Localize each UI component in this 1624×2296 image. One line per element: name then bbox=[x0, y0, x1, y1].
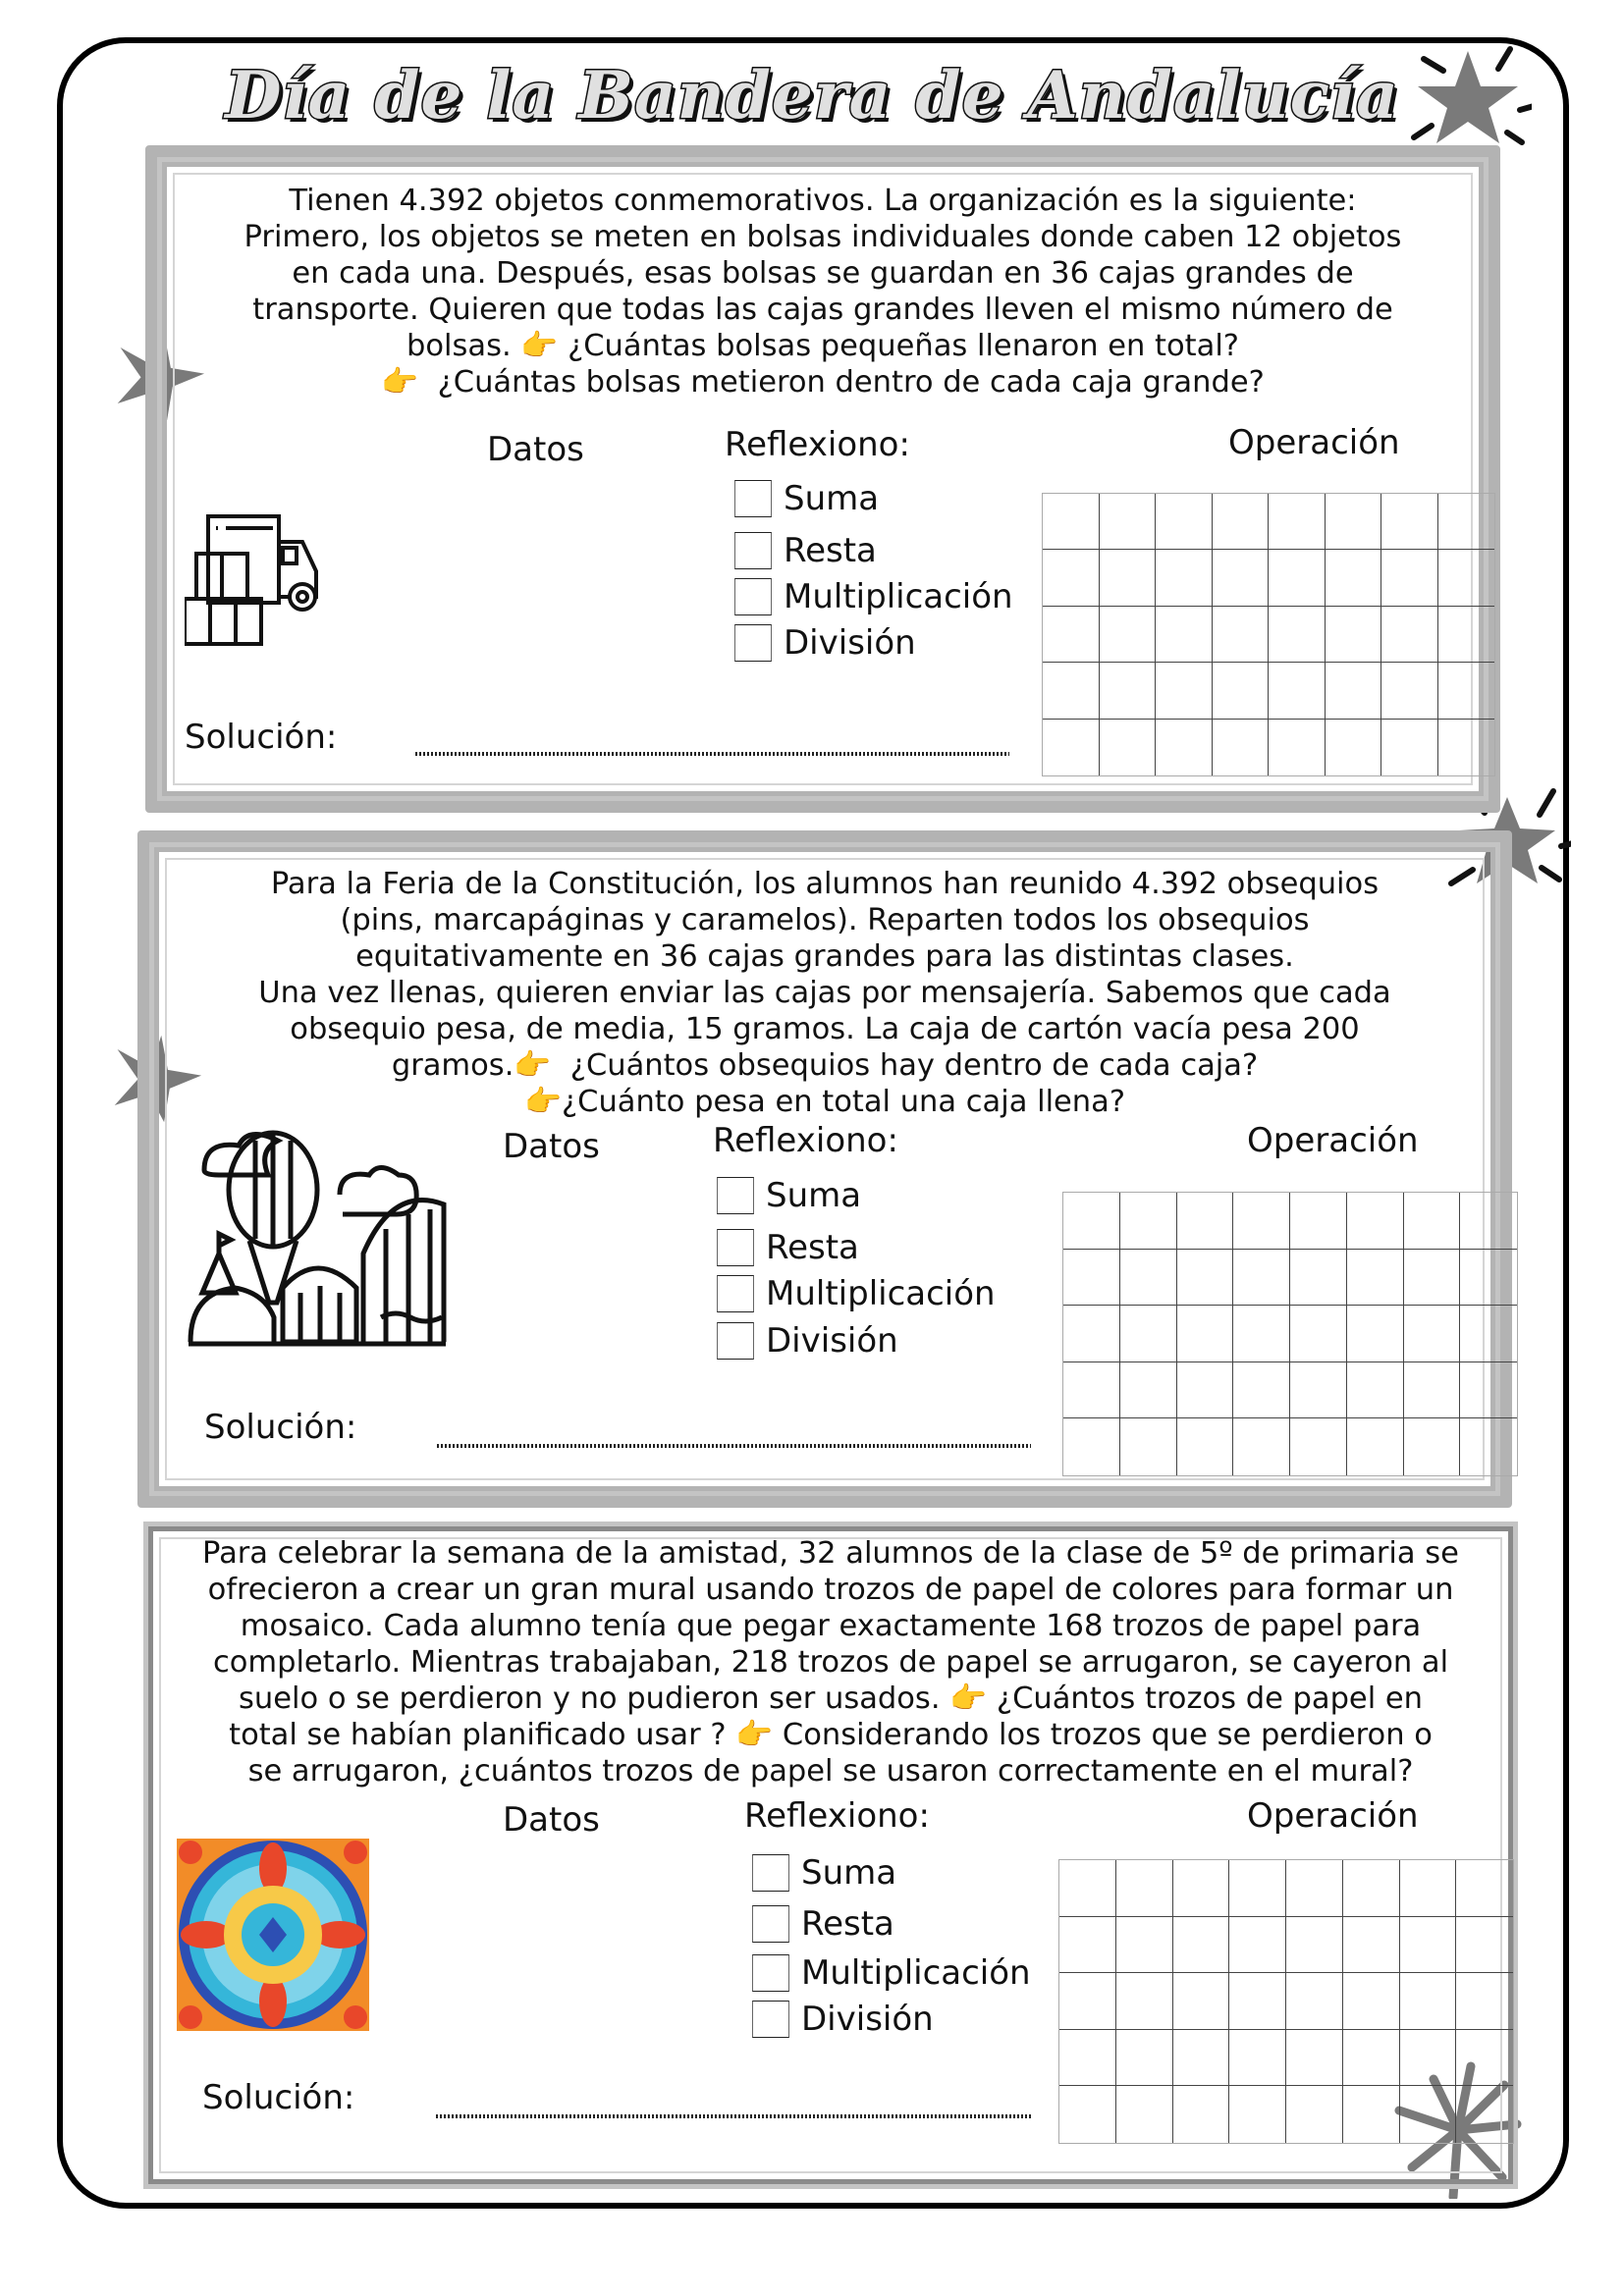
option-resta[interactable]: Resta bbox=[734, 531, 877, 570]
grid-cell[interactable] bbox=[1120, 1193, 1177, 1250]
reflexiono-label: Reflexiono: bbox=[744, 1796, 930, 1836]
operacion-label: Operación bbox=[1247, 1121, 1419, 1160]
operation-grid[interactable] bbox=[1062, 1192, 1518, 1476]
grid-cell[interactable] bbox=[1347, 1193, 1404, 1250]
grid-cell[interactable] bbox=[1381, 720, 1438, 775]
grid-cell[interactable] bbox=[1343, 1917, 1400, 1974]
checkbox[interactable] bbox=[752, 1954, 789, 1992]
problem-panel-2 bbox=[137, 830, 1512, 1508]
grid-cell[interactable] bbox=[1269, 663, 1326, 719]
datos-label: Datos bbox=[503, 1800, 600, 1840]
checkbox[interactable] bbox=[752, 1854, 789, 1892]
grid-cell[interactable] bbox=[1173, 2030, 1230, 2087]
option-suma[interactable]: Suma bbox=[734, 479, 879, 518]
pointing-hand-icon: 👉 bbox=[523, 1085, 562, 1119]
grid-cell[interactable] bbox=[1120, 1362, 1177, 1419]
grid-cell[interactable] bbox=[1156, 550, 1213, 606]
grid-cell[interactable] bbox=[1286, 2086, 1343, 2143]
grid-cell[interactable] bbox=[1438, 550, 1495, 606]
grid-cell[interactable] bbox=[1043, 720, 1100, 775]
grid-cell[interactable] bbox=[1456, 1973, 1513, 2030]
grid-cell[interactable] bbox=[1343, 2086, 1400, 2143]
checkbox[interactable] bbox=[717, 1322, 754, 1360]
grid-cell[interactable] bbox=[1059, 1973, 1116, 2030]
pointing-hand-icon: 👉 bbox=[735, 1718, 774, 1752]
grid-cell[interactable] bbox=[1156, 663, 1213, 719]
grid-cell[interactable] bbox=[1229, 2086, 1286, 2143]
grid-cell[interactable] bbox=[1229, 1973, 1286, 2030]
grid-cell[interactable] bbox=[1059, 2030, 1116, 2087]
grid-cell[interactable] bbox=[1156, 607, 1213, 663]
grid-cell[interactable] bbox=[1100, 550, 1157, 606]
grid-cell[interactable] bbox=[1063, 1250, 1120, 1307]
option-division[interactable]: División bbox=[752, 2000, 934, 2039]
grid-cell[interactable] bbox=[1269, 550, 1326, 606]
checkbox[interactable] bbox=[734, 578, 772, 615]
grid-cell[interactable] bbox=[1290, 1306, 1347, 1362]
grid-cell[interactable] bbox=[1173, 2086, 1230, 2143]
grid-cell[interactable] bbox=[1100, 663, 1157, 719]
grid-cell[interactable] bbox=[1381, 663, 1438, 719]
datos-label: Datos bbox=[503, 1127, 600, 1166]
grid-cell[interactable] bbox=[1116, 2086, 1173, 2143]
grid-cell[interactable] bbox=[1116, 1860, 1173, 1917]
reflexiono-label: Reflexiono: bbox=[713, 1121, 898, 1160]
grid-cell[interactable] bbox=[1400, 2086, 1457, 2143]
grid-cell[interactable] bbox=[1059, 2086, 1116, 2143]
pointing-hand-icon: 👉 bbox=[949, 1682, 988, 1716]
grid-cell[interactable] bbox=[1059, 1917, 1116, 1974]
grid-cell[interactable] bbox=[1229, 1860, 1286, 1917]
grid-cell[interactable] bbox=[1177, 1193, 1234, 1250]
grid-cell[interactable] bbox=[1438, 494, 1495, 550]
problem-panel-3 bbox=[143, 1522, 1518, 2189]
grid-cell[interactable] bbox=[1229, 1917, 1286, 1974]
solution-answer-line[interactable] bbox=[436, 2114, 1032, 2118]
delivery-truck-boxes-icon bbox=[185, 508, 391, 646]
option-multiplicacion[interactable]: Multiplicación bbox=[734, 577, 1013, 616]
checkbox[interactable] bbox=[734, 532, 772, 569]
grid-cell[interactable] bbox=[1404, 1250, 1461, 1307]
solucion-label: Solución: bbox=[204, 1408, 357, 1447]
grid-cell[interactable] bbox=[1438, 720, 1495, 775]
option-multiplicacion[interactable]: Multiplicación bbox=[752, 1953, 1031, 1993]
grid-cell[interactable] bbox=[1400, 1973, 1457, 2030]
grid-cell[interactable] bbox=[1233, 1306, 1290, 1362]
grid-cell[interactable] bbox=[1177, 1250, 1234, 1307]
grid-cell[interactable] bbox=[1116, 1917, 1173, 1974]
grid-cell[interactable] bbox=[1043, 607, 1100, 663]
pointing-hand-icon: 👉 bbox=[381, 365, 419, 400]
grid-cell[interactable] bbox=[1404, 1193, 1461, 1250]
grid-cell[interactable] bbox=[1100, 494, 1157, 550]
operation-grid[interactable] bbox=[1058, 1859, 1514, 2144]
grid-cell[interactable] bbox=[1269, 720, 1326, 775]
grid-cell[interactable] bbox=[1347, 1362, 1404, 1419]
grid-cell[interactable] bbox=[1213, 607, 1270, 663]
grid-cell[interactable] bbox=[1460, 1250, 1517, 1307]
solucion-label: Solución: bbox=[185, 718, 338, 757]
grid-cell[interactable] bbox=[1460, 1306, 1517, 1362]
grid-cell[interactable] bbox=[1233, 1193, 1290, 1250]
question-1: ¿Cuántos obsequios hay dentro de cada caja? bbox=[569, 1048, 1259, 1083]
grid-cell[interactable] bbox=[1290, 1250, 1347, 1307]
grid-cell[interactable] bbox=[1456, 1917, 1513, 1974]
grid-cell[interactable] bbox=[1286, 1973, 1343, 2030]
grid-cell[interactable] bbox=[1120, 1250, 1177, 1307]
grid-cell[interactable] bbox=[1286, 1917, 1343, 1974]
grid-cell[interactable] bbox=[1381, 607, 1438, 663]
grid-cell[interactable] bbox=[1400, 1860, 1457, 1917]
question-1: ¿Cuántos trozos de papel en bbox=[996, 1682, 1423, 1716]
checkbox[interactable] bbox=[717, 1275, 754, 1312]
grid-cell[interactable] bbox=[1326, 720, 1382, 775]
grid-cell[interactable] bbox=[1347, 1306, 1404, 1362]
grid-cell[interactable] bbox=[1213, 494, 1270, 550]
grid-cell[interactable] bbox=[1063, 1193, 1120, 1250]
grid-cell[interactable] bbox=[1290, 1362, 1347, 1419]
grid-cell[interactable] bbox=[1286, 1860, 1343, 1917]
grid-cell[interactable] bbox=[1460, 1193, 1517, 1250]
option-division[interactable]: División bbox=[734, 623, 916, 663]
grid-cell[interactable] bbox=[1043, 550, 1100, 606]
grid-cell[interactable] bbox=[1343, 1973, 1400, 2030]
grid-cell[interactable] bbox=[1177, 1362, 1234, 1419]
grid-cell[interactable] bbox=[1404, 1306, 1461, 1362]
grid-cell[interactable] bbox=[1173, 1917, 1230, 1974]
grid-cell[interactable] bbox=[1229, 2030, 1286, 2087]
checkbox[interactable] bbox=[717, 1177, 754, 1214]
checkbox[interactable] bbox=[752, 2001, 789, 2038]
page-title: Día de la Bandera de Andalucía bbox=[225, 57, 1399, 133]
grid-cell[interactable] bbox=[1456, 2086, 1513, 2143]
question-2: Considerando los trozos que se perdieron o bbox=[782, 1718, 1433, 1752]
grid-cell[interactable] bbox=[1100, 607, 1157, 663]
operation-grid[interactable] bbox=[1042, 493, 1495, 776]
grid-cell[interactable] bbox=[1059, 1860, 1116, 1917]
grid-cell[interactable] bbox=[1173, 1860, 1230, 1917]
grid-cell[interactable] bbox=[1269, 607, 1326, 663]
grid-cell[interactable] bbox=[1120, 1418, 1177, 1475]
datos-label: Datos bbox=[487, 430, 584, 469]
solucion-label: Solución: bbox=[202, 2078, 355, 2117]
grid-cell[interactable] bbox=[1400, 2030, 1457, 2087]
option-suma[interactable]: Suma bbox=[752, 1853, 896, 1893]
grid-cell[interactable] bbox=[1326, 550, 1382, 606]
grid-cell[interactable] bbox=[1233, 1250, 1290, 1307]
grid-cell[interactable] bbox=[1456, 1860, 1513, 1917]
grid-cell[interactable] bbox=[1400, 1917, 1457, 1974]
option-multiplicacion[interactable]: Multiplicación bbox=[717, 1274, 996, 1313]
grid-cell[interactable] bbox=[1177, 1418, 1234, 1475]
grid-cell[interactable] bbox=[1156, 494, 1213, 550]
grid-cell[interactable] bbox=[1063, 1418, 1120, 1475]
grid-cell[interactable] bbox=[1156, 720, 1213, 775]
grid-cell[interactable] bbox=[1173, 1973, 1230, 2030]
grid-cell[interactable] bbox=[1326, 663, 1382, 719]
grid-cell[interactable] bbox=[1347, 1250, 1404, 1307]
grid-cell[interactable] bbox=[1290, 1193, 1347, 1250]
checkbox[interactable] bbox=[734, 480, 772, 517]
grid-cell[interactable] bbox=[1116, 2030, 1173, 2087]
checkbox[interactable] bbox=[734, 624, 772, 662]
grid-cell[interactable] bbox=[1100, 720, 1157, 775]
grid-cell[interactable] bbox=[1233, 1418, 1290, 1475]
grid-cell[interactable] bbox=[1213, 720, 1270, 775]
grid-cell[interactable] bbox=[1269, 494, 1326, 550]
fairground-icon bbox=[185, 1121, 460, 1347]
grid-cell[interactable] bbox=[1326, 494, 1382, 550]
grid-cell[interactable] bbox=[1120, 1306, 1177, 1362]
grid-cell[interactable] bbox=[1286, 2030, 1343, 2087]
grid-cell[interactable] bbox=[1116, 1973, 1173, 2030]
grid-cell[interactable] bbox=[1326, 607, 1382, 663]
question-2: ¿Cuánto pesa en total una caja llena? bbox=[561, 1085, 1126, 1119]
solution-answer-line[interactable] bbox=[415, 752, 1009, 756]
option-suma[interactable]: Suma bbox=[717, 1176, 861, 1215]
grid-cell[interactable] bbox=[1343, 1860, 1400, 1917]
pointing-hand-icon: 👉 bbox=[514, 1048, 552, 1083]
mosaic-tile-icon bbox=[177, 1839, 369, 2031]
grid-cell[interactable] bbox=[1063, 1362, 1120, 1419]
option-division[interactable]: División bbox=[717, 1321, 898, 1361]
problem-text: Tienen 4.392 objetos conmemorativos. La organización es la siguiente: Primero, los objetos se meten en bolsas individuales donde caben 12 objetos en cada una. Después, esas bolsas se guardan en 36 cajas grandes de transporte. Quieren que todas las cajas grandes lleven el mismo número de bolsas. 👉 ¿Cuántas bolsas pequeñas llenaron en total? 👉 ¿Cuántas bolsas metieron dentro de cada caja grande? bbox=[244, 184, 1402, 400]
checkbox[interactable] bbox=[717, 1229, 754, 1266]
reflexiono-label: Reflexiono: bbox=[725, 425, 910, 464]
grid-cell[interactable] bbox=[1381, 550, 1438, 606]
grid-cell[interactable] bbox=[1438, 663, 1495, 719]
solution-answer-line[interactable] bbox=[437, 1444, 1031, 1448]
option-resta[interactable]: Resta bbox=[717, 1228, 859, 1267]
grid-cell[interactable] bbox=[1213, 663, 1270, 719]
grid-cell[interactable] bbox=[1347, 1418, 1404, 1475]
grid-cell[interactable] bbox=[1290, 1418, 1347, 1475]
grid-cell[interactable] bbox=[1233, 1362, 1290, 1419]
question-1: ¿Cuántas bolsas pequeñas llenaron en total? bbox=[568, 329, 1239, 363]
operacion-label: Operación bbox=[1247, 1796, 1419, 1836]
checkbox[interactable] bbox=[752, 1905, 789, 1943]
grid-cell[interactable] bbox=[1043, 663, 1100, 719]
problem-text: Para celebrar la semana de la amistad, 32 alumnos de la clase de 5º de primaria se ofrecieron a crear un gran mural usando trozos de papel de colores para formar un mosaico. Cada alumno tenía que pegar exactamente 168 trozos de papel para completarlo. Mientras trabajaban, 218 trozos de papel se arrugaron, se cayeron al suelo o se perdieron y no pudieron ser usados. 👉 ¿Cuántos trozos de papel en total se habían planificado usar ? 👉 Considerando los trozos que se perdieron o se arrugaron, ¿cuántos trozos de papel se usaron correctamente en el mural? bbox=[202, 1536, 1459, 1789]
grid-cell[interactable] bbox=[1177, 1306, 1234, 1362]
grid-cell[interactable] bbox=[1438, 607, 1495, 663]
grid-cell[interactable] bbox=[1456, 2030, 1513, 2087]
grid-cell[interactable] bbox=[1213, 550, 1270, 606]
question-2: ¿Cuántas bolsas metieron dentro de cada caja grande? bbox=[437, 365, 1265, 400]
option-resta[interactable]: Resta bbox=[752, 1904, 894, 1944]
problem-panel-1 bbox=[145, 145, 1500, 813]
grid-cell[interactable] bbox=[1460, 1362, 1517, 1419]
grid-cell[interactable] bbox=[1381, 494, 1438, 550]
grid-cell[interactable] bbox=[1343, 2030, 1400, 2087]
grid-cell[interactable] bbox=[1063, 1306, 1120, 1362]
problem-text: Para la Feria de la Constitución, los alumnos han reunido 4.392 obsequios (pins, marcapáginas y caramelos). Reparten todos los obsequios equitativamente en 36 cajas grandes para las distintas clases. Una vez llenas, quieren enviar las cajas por mensajería. Sabemos que cada obsequio pesa, de media, 15 gramos. La caja de cartón vacía pesa 200 gramos.👉 ¿Cuántos obsequios hay dentro de cada caja? 👉¿Cuánto pesa en total una caja llena? bbox=[258, 867, 1391, 1119]
operacion-label: Operación bbox=[1228, 423, 1400, 462]
grid-cell[interactable] bbox=[1404, 1362, 1461, 1419]
grid-cell[interactable] bbox=[1460, 1418, 1517, 1475]
grid-cell[interactable] bbox=[1404, 1418, 1461, 1475]
pointing-hand-icon: 👉 bbox=[520, 329, 559, 363]
grid-cell[interactable] bbox=[1043, 494, 1100, 550]
